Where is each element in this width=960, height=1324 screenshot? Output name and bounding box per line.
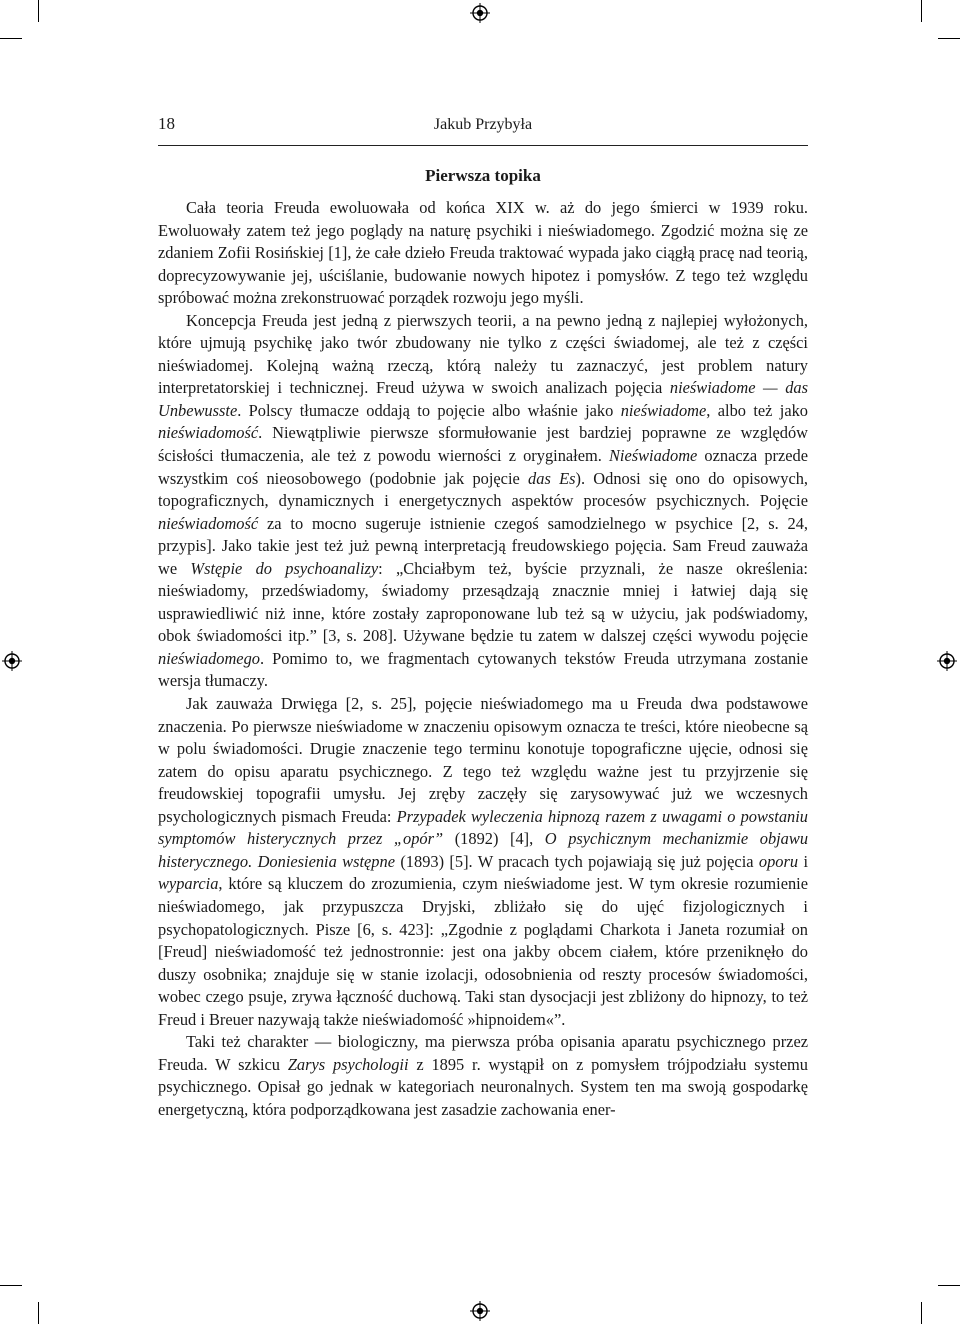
italic-text: wyparcia — [158, 874, 219, 894]
registration-mark-icon — [470, 3, 490, 23]
italic-text: nieświadomość — [158, 423, 259, 443]
italic-text: Zarys psychologii — [287, 1054, 409, 1074]
text-run: . Niewątpliwie pierwsze sformułowanie jest bardziej poprawne ze względów ścisłości tłumaczenia, ale też z powodu wierności z oryginałem. — [158, 423, 808, 466]
italic-text: das Es — [528, 468, 576, 488]
text-run: oznacza przede wszystkim coś nieosobowego (podobnie jak pojęcie — [158, 446, 809, 488]
crop-mark-top-right — [938, 38, 960, 39]
registration-mark-icon — [937, 651, 957, 671]
italic-text: nieświadome — [620, 400, 707, 420]
text-run: za to mocno sugeruje istnienie czegoś samodzielnego w psychice [2, s. 24, przypis]. Jako takie jest też już pewną interpretacją freudowskiego pojęcia. Sam Freud zauważa we — [158, 513, 808, 578]
registration-mark-icon — [470, 1301, 490, 1321]
crop-mark-top-left — [38, 0, 39, 22]
text-run: . Polscy tłumacze oddają to pojęcie albo właśnie jako — [237, 400, 621, 420]
crop-mark-bottom-left — [38, 1302, 39, 1324]
header-rule — [158, 145, 808, 146]
crop-mark-bottom-left — [0, 1285, 22, 1286]
text-run: Koncepcja Freuda jest jedną z pierwszych teorii, a na pewno jedną z najlepiej wyłożonych, które ujmują psychikę jako twór zbudowany nie tylko z części świadomej, ale też z części nieświadomej. Kolejną ważną rzeczą, którą należy tu zaznaczyć, jest problem natury interpretatorskiej i technicznej. Freud używa w swoich analizach pojęcia — [158, 310, 808, 398]
paragraph — [158, 693, 808, 1031]
text-run: , które są kluczem do zrozumienia, czym nieświadome jest. W tym okresie rozumienie nieświadomego, jak przypuszcza Dryjski, zbliżało się do ujęć fizjologicznych i psychopatologicznych. Pisze [6, s. 423]: „Zgodnie z poglądami Charkota i Janeta rozumiał on [Freud] nieświadomość też jednostronnie: jest ona jakby obcem ciałem, które przeniknęło do duszy osobnika; znajduje się w stanie izolacji, odosobnienia od reszty procesów świadomości, wobec czego psuje, zrywa łączność duchową. Taki stan dysocjacji jest zbliżony do hipnozy, to też Freud i Breuer nazywają także nieświadomość »hipnoidem«”. — [158, 874, 808, 1029]
italic-text: nieświadome — das Unbewusste — [158, 378, 808, 420]
paragraph — [158, 310, 808, 693]
text-run: Cała teoria Freuda ewoluowała od końca XIX w. aż do jego śmierci w 1939 roku. Ewoluowały zatem też jego poglądy na naturę psychiki i nieświadomego. Zgodzić można się ze zdaniem Zofii Rosińskiej [1], że całe dzieło Freuda traktować wypada jako ciągłą pracę nad teorią, doprecyzowywanie jej, uściślanie, budowanie nowych hipotez i pomysłów. Z tego też względu spróbować można zrekonstruować porządek rozwoju jego myśli. — [158, 198, 808, 308]
crop-mark-top-left — [0, 38, 22, 39]
crop-mark-bottom-right — [938, 1285, 960, 1286]
italic-text: nieświadomość — [158, 513, 259, 533]
italic-text: Wstępie do psychoanalizy — [190, 558, 379, 578]
text-run: i — [798, 851, 809, 871]
paragraph — [158, 197, 808, 310]
text-run: (1893) [5]. W pracach tych pojawiają się już pojęcia — [394, 851, 759, 871]
italic-text: O psychicznym mechanizmie objawu histerycznego. Doniesienia wstępne — [158, 829, 809, 871]
body-text — [158, 197, 808, 1121]
italic-text: oporu — [758, 851, 799, 871]
page-number: 18 — [158, 114, 175, 133]
paragraph — [158, 1031, 808, 1121]
text-run: ). Odnosi się ono do opisowych, topograficznych, dynamicznych i energetycznych aspektów procesów psychicznych. Pojęcie — [158, 468, 809, 511]
text-run: Taki też charakter — biologiczny, ma pierwsza próba opisania aparatu psychicznego przez Freuda. W szkicu — [158, 1032, 808, 1074]
italic-text: Przypadek wyleczenia hipnozą razem z uwagami o powstaniu symptomów histerycznych przez „opór” — [158, 806, 809, 849]
registration-mark-icon — [2, 651, 22, 671]
crop-mark-bottom-right — [921, 1302, 922, 1324]
running-header-author: Jakub Przybyła — [433, 116, 533, 133]
text-run: z 1895 r. wystąpił on z pomysłem trójpodziału systemu psychicznego. Opisał go jednak w kategoriach neuronalnych. System ten ma swoją gospodarkę energetyczną, która podporządkowana jest zasadzie zachowania ener- — [158, 1054, 809, 1119]
text-run: : „Chciałbym też, byście przyznali, że nasze określenia: nieświadomy, przedświadomy, świadomy przesądzają znacznie mniej i łatwiej dają się usprawiedliwić niż inne, które zostały zaproponowane lub też są w użyciu, jak podświadomy, obok świadomości itp.” [3, s. 208]. Używane będzie tu zatem w dalszej części wywodu pojęcie — [158, 558, 808, 646]
crop-mark-top-right — [921, 0, 922, 22]
text-run: , albo też jako — [706, 400, 808, 420]
italic-text: nieświadomego — [158, 648, 260, 668]
italic-text: Nieświadome — [608, 446, 698, 466]
text-run: . Pomimo to, we fragmentach cytowanych tekstów Freuda utrzymana zostanie wersja tłumaczy. — [158, 648, 808, 691]
text-run: (1892) [4], — [443, 829, 545, 849]
section-title: Pierwsza topika — [425, 166, 541, 185]
text-run: Jak zauważa Drwięga [2, s. 25], pojęcie nieświadomego ma u Freuda dwa podstawowe znaczenia. Po pierwsze nieświadome w znaczeniu opisowym oznacza te treści, które nieobecne są w polu świadomości. Drugie znaczenie tego terminu konotuje topograficzne ujęcie, odnosi się zatem do opisu aparatu psychicznego. Z tego też względu ważne jest tu przyjrzenie się freudowskiej topografii umysłu. Jej zręby zaczęły się zarysowywać już we wczesnych psychologicznych pismach Freuda: — [158, 694, 808, 826]
